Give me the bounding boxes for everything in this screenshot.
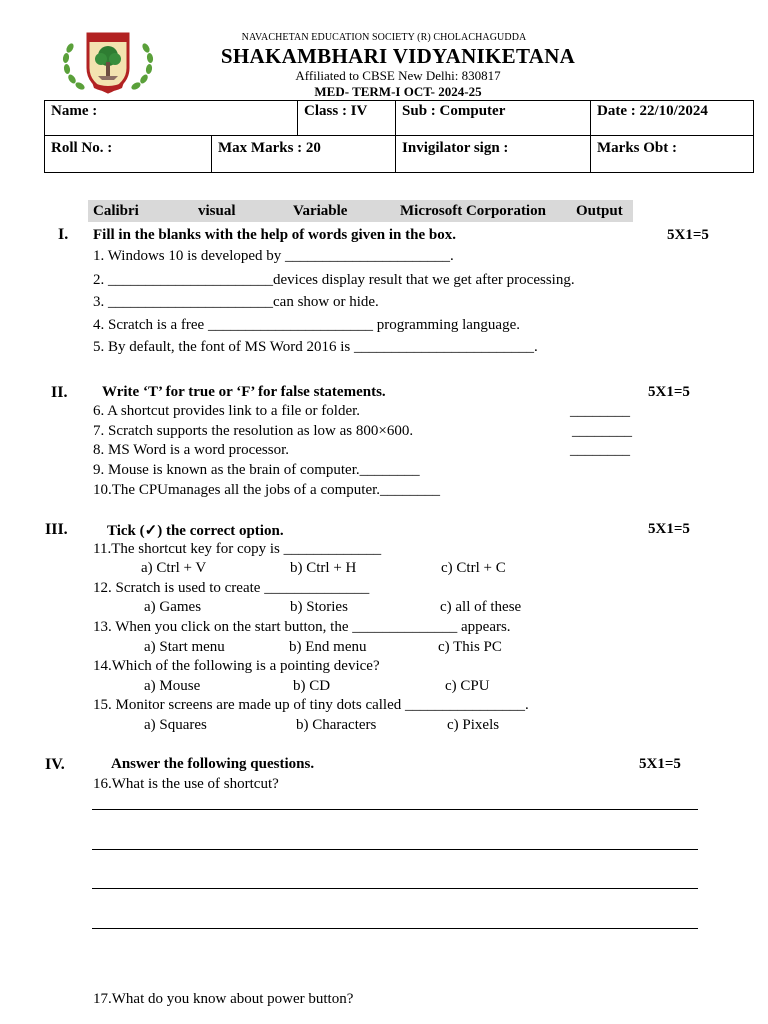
word-box-item: Calibri: [93, 203, 139, 219]
question-16: 16.What is the use of shortcut?: [93, 776, 279, 792]
section-1-number: I.: [58, 226, 69, 243]
section-1-title: Fill in the blanks with the help of words given in the box.: [93, 227, 456, 243]
question-8: 8. MS Word is a word processor.: [93, 442, 290, 458]
option-15b[interactable]: b) Characters: [296, 717, 377, 733]
section-1-marks: 5X1=5: [667, 227, 709, 243]
section-2-title: Write ‘T’ for true or ‘F’ for false statements.: [102, 384, 386, 400]
word-box-item: Variable: [293, 203, 348, 219]
question-5: 5. By default, the font of MS Word 2016 is ________________________.: [93, 339, 538, 355]
question-3: 3. ______________________can show or hide.: [93, 294, 379, 310]
question-13: 13. When you click on the start button, the ______________ appears.: [93, 619, 511, 635]
option-12b[interactable]: b) Stories: [290, 599, 348, 615]
affiliation: Affiliated to CBSE New Delhi: 830817: [295, 68, 501, 83]
section-3-title: Tick (✓) the correct option.: [107, 523, 284, 539]
answer-blank-8[interactable]: ________: [570, 442, 630, 458]
section-4-title: Answer the following questions.: [111, 756, 315, 772]
answer-blank-7[interactable]: ________: [572, 423, 632, 439]
word-box-item: visual: [198, 203, 236, 219]
school-name: SHAKAMBHARI VIDYANIKETANA: [220, 44, 576, 68]
option-14b[interactable]: b) CD: [293, 678, 331, 694]
answer-line[interactable]: [92, 888, 698, 889]
name-cell[interactable]: Name :: [45, 101, 298, 136]
question-7: 7. Scratch supports the resolution as low as 800×600.: [93, 423, 414, 439]
option-11a[interactable]: a) Ctrl + V: [141, 560, 207, 576]
question-2: 2. ______________________devices display result that we get after processing.: [93, 272, 575, 288]
option-14a[interactable]: a) Mouse: [144, 678, 201, 694]
exam-title: MED- TERM-I OCT- 2024-25: [314, 84, 482, 99]
invigilator-cell[interactable]: Invigilator sign :: [396, 136, 591, 173]
word-box-item: Output: [576, 203, 623, 219]
option-15c[interactable]: c) Pixels: [447, 717, 500, 733]
max-marks-cell: Max Marks : 20: [212, 136, 396, 173]
answer-line[interactable]: [92, 928, 698, 929]
section-2-marks: 5X1=5: [648, 384, 690, 400]
section-3-number: III.: [45, 521, 68, 538]
question-14: 14.Which of the following is a pointing device?: [93, 658, 380, 674]
answer-blank-6[interactable]: ________: [570, 403, 630, 419]
question-15: 15. Monitor screens are made up of tiny dots called ________________.: [93, 697, 529, 713]
class-cell: Class : IV: [298, 101, 396, 136]
option-13a[interactable]: a) Start menu: [144, 639, 225, 655]
answer-line[interactable]: [92, 809, 698, 810]
question-10: 10.The CPUmanages all the jobs of a computer.________: [93, 482, 441, 498]
student-info-table: [44, 100, 754, 173]
society-name: NAVACHETAN EDUCATION SOCIETY (R) CHOLACHAGUDDA: [241, 32, 527, 43]
answer-line[interactable]: [92, 849, 698, 850]
option-13b[interactable]: b) End menu: [289, 639, 367, 655]
option-11c[interactable]: c) Ctrl + C: [441, 560, 506, 576]
option-13c[interactable]: c) This PC: [438, 639, 502, 655]
marks-obt-cell[interactable]: Marks Obt :: [591, 136, 754, 173]
subject-cell: Sub : Computer: [396, 101, 591, 136]
question-12: 12. Scratch is used to create ______________: [93, 580, 370, 596]
word-box: [88, 200, 633, 222]
section-2-number: II.: [51, 384, 68, 401]
roll-cell[interactable]: Roll No. :: [45, 136, 212, 173]
option-12c[interactable]: c) all of these: [440, 599, 522, 615]
question-9: 9. Mouse is known as the brain of computer.________: [93, 462, 420, 478]
date-cell: Date : 22/10/2024: [591, 101, 754, 136]
section-3-marks: 5X1=5: [648, 521, 690, 537]
question-4: 4. Scratch is a free ______________________ programming language.: [93, 317, 520, 333]
section-4-marks: 5X1=5: [639, 756, 681, 772]
word-box-item: Microsoft Corporation: [400, 203, 546, 219]
question-11: 11.The shortcut key for copy is _____________: [93, 541, 382, 557]
section-4-number: IV.: [45, 756, 65, 773]
option-15a[interactable]: a) Squares: [144, 717, 207, 733]
question-1: 1. Windows 10 is developed by ______________________.: [93, 248, 454, 264]
question-17: 17.What do you know about power button?: [93, 991, 354, 1007]
option-12a[interactable]: a) Games: [144, 599, 202, 615]
option-14c[interactable]: c) CPU: [445, 678, 490, 694]
option-11b[interactable]: b) Ctrl + H: [290, 560, 357, 576]
question-6: 6. A shortcut provides link to a file or folder.: [93, 403, 361, 419]
